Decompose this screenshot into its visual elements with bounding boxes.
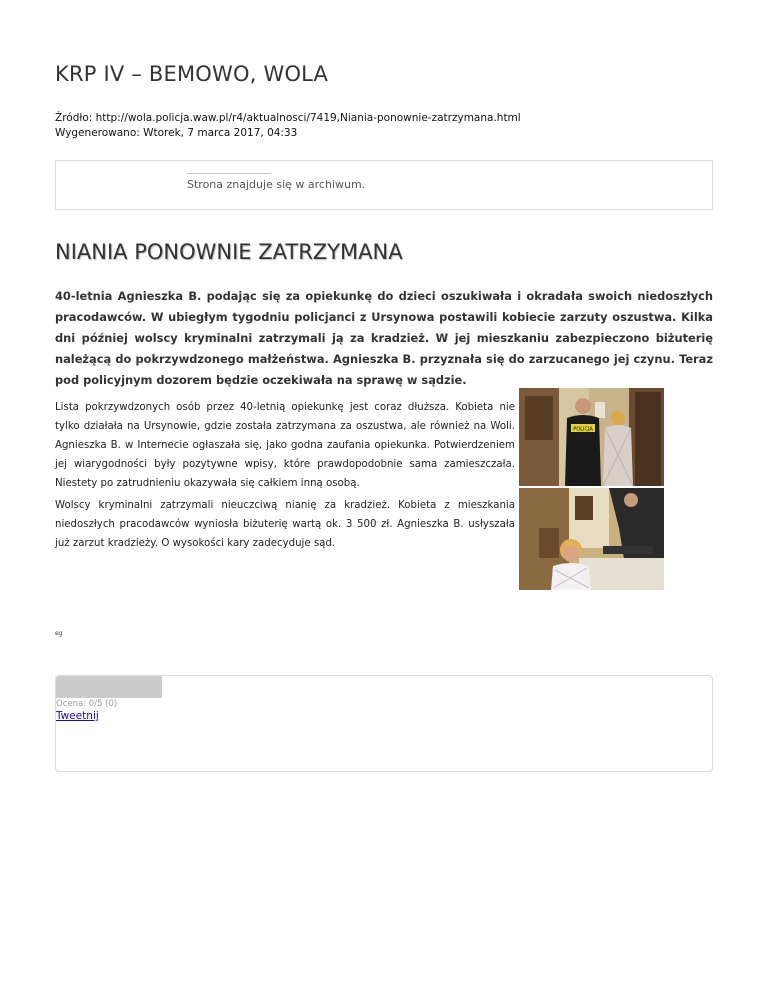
tweet-link[interactable]: Tweetnij <box>56 710 99 722</box>
rating-text: Ocena: 0/5 (0) <box>56 699 118 709</box>
rating-box <box>55 675 713 772</box>
article-paragraph: Wolscy kryminalni zatrzymali nieuczciwą nianię za kradzież. Kobieta z mieszkania niedoszłych pracodawców wyniosła biżuterię wartą ok. 3 500 zł. Agnieszka B. usłyszała już zarzut kradzieży. O wysokości kary zadecyduje sąd. <box>55 500 515 549</box>
photo-vest-text: POLICJA <box>573 426 593 433</box>
archive-notice-box <box>55 160 713 210</box>
rating-bar[interactable] <box>56 676 162 698</box>
article-title: NIANIA PONOWNIE ZATRZYMANA <box>55 240 403 264</box>
source-url: Źródło: http://wola.policja.waw.pl/r4/aktualnosci/7419,Niania-ponownie-zatrzymana.html <box>55 112 521 124</box>
photo-evidence <box>519 488 664 590</box>
author-signature: eg <box>55 630 63 637</box>
print-meta <box>55 111 521 141</box>
generated-date: Wygenerowano: Wtorek, 7 marca 2017, 04:33 <box>55 127 298 139</box>
article-paragraph: Lista pokrzywdzonych osób przez 40-letnią opiekunkę jest coraz dłuższa. Kobieta nie tylko działała na Ursynowie, gdzie została zatrzymana za oszustwa, ale również na Woli. Agnieszka B. w Internecie ogłaszała się, jako godna zaufania opiekunka. Potwierdzeniem jej wiarygodności były pozytywne wpisy, które prawdopodobnie sama zamieszczała. Niestety po zatrudnieniu okazywała się całkiem inną osobą. <box>55 402 515 489</box>
photo-evidence-image <box>519 488 664 590</box>
archive-divider <box>187 173 271 174</box>
site-title: KRP IV – BEMOWO, WOLA <box>55 62 329 86</box>
archive-notice: Strona znajduje się w archiwum. <box>187 178 366 191</box>
photo-arrest-image <box>519 388 664 486</box>
photo-arrest <box>519 388 664 486</box>
article-lead: 40-letnia Agnieszka B. podając się za opiekunkę do dzieci oszukiwała i okradała swoich niedoszłych pracodawców. W ubiegłym tygodniu policjanci z Ursynowa postawili kobiecie zarzuty oszustwa. Kilka dni później wolscy kryminalni zatrzymali ją za kradzież. W jej mieszkaniu zabezpieczono biżuterię należącą do pokrzywdzonego małżeństwa. Agnieszka B. przyznała się do zarzucanego jej czynu. Teraz pod policyjnym dozorem będzie oczekiwała na sprawę w sądzie. <box>55 289 713 387</box>
